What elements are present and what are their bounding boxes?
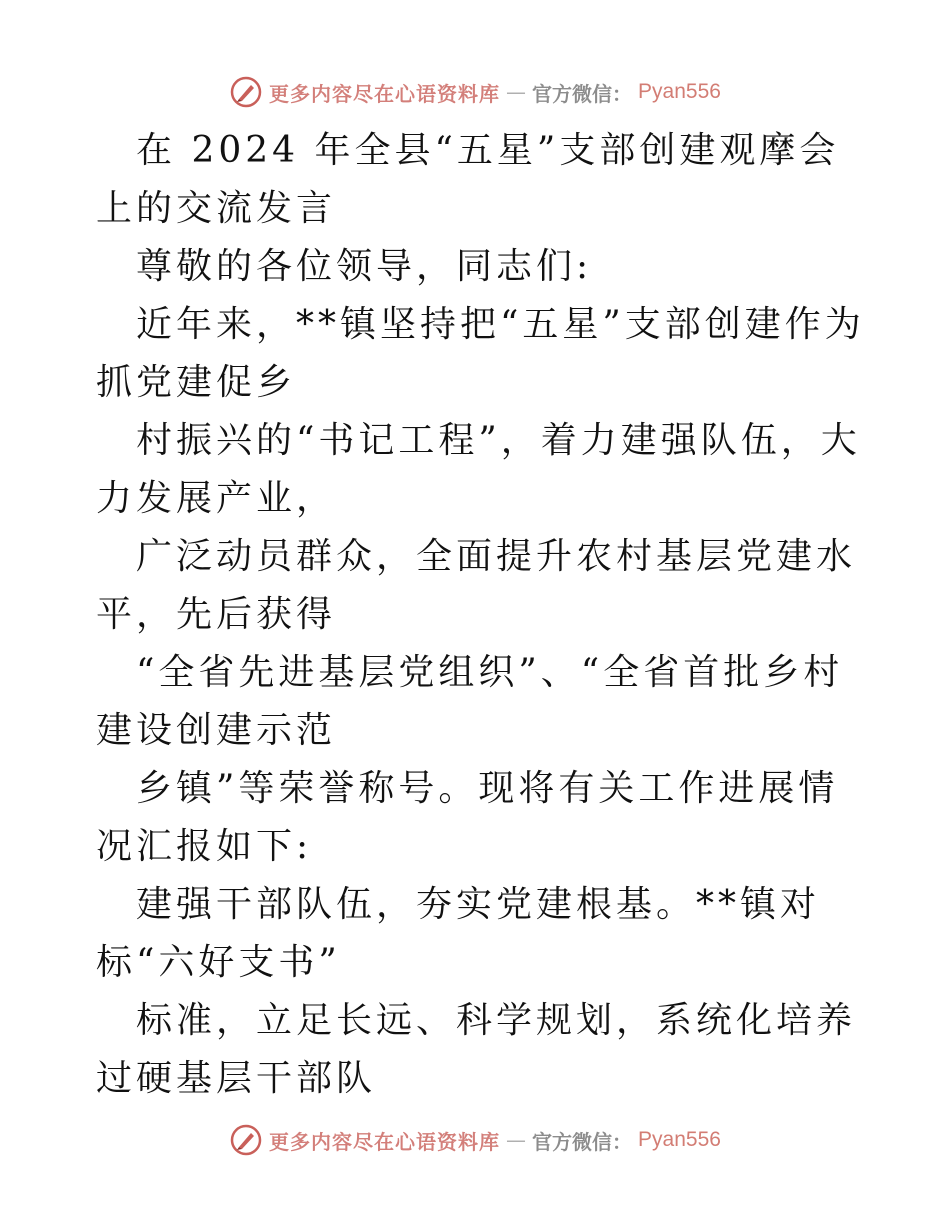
body-paragraph: 乡镇”等荣誉称号。现将有关工作进展情况汇报如下: — [96, 768, 839, 867]
watermark-separator: — — [506, 1128, 527, 1152]
watermark-site-text: 更多内容尽在心语资料库 — [269, 1129, 501, 1154]
document-title: 在 2024 年全县“五星”支部创建观摩会上的交流发言 — [96, 130, 840, 229]
pen-logo-icon — [229, 75, 263, 109]
watermark-site-text: 更多内容尽在心语资料库 — [269, 81, 501, 106]
header-watermark — [0, 72, 950, 112]
watermark-wechat-id: Pyan556 — [638, 80, 721, 103]
salutation: 尊敬的各位领导，同志们: — [136, 246, 593, 287]
body-paragraph: 近年来，**镇坚持把“五星”支部创建作为抓党建促乡 — [96, 304, 865, 403]
footer-watermark — [0, 1120, 950, 1160]
watermark-wechat-id: Pyan556 — [638, 1128, 721, 1151]
body-paragraph: 标准，立足长远、科学规划，系统化培养过硬基层干部队 — [96, 1000, 857, 1099]
watermark-official-label: 官方微信： — [532, 1129, 633, 1154]
document-body — [96, 122, 866, 1108]
pen-logo-icon — [229, 1123, 263, 1157]
watermark-separator: — — [506, 80, 527, 104]
body-paragraph: 村振兴的“书记工程”，着力建强队伍，大力发展产业， — [96, 420, 861, 519]
body-paragraph: 广泛动员群众，全面提升农村基层党建水平，先后获得 — [96, 536, 857, 635]
body-paragraph: 建强干部队伍，夯实党建根基。**镇对标“六好支书” — [96, 884, 821, 983]
body-paragraph: “全省先进基层党组织”、“全省首批乡村建设创建示范 — [96, 652, 844, 751]
watermark-official-label: 官方微信： — [532, 81, 633, 106]
